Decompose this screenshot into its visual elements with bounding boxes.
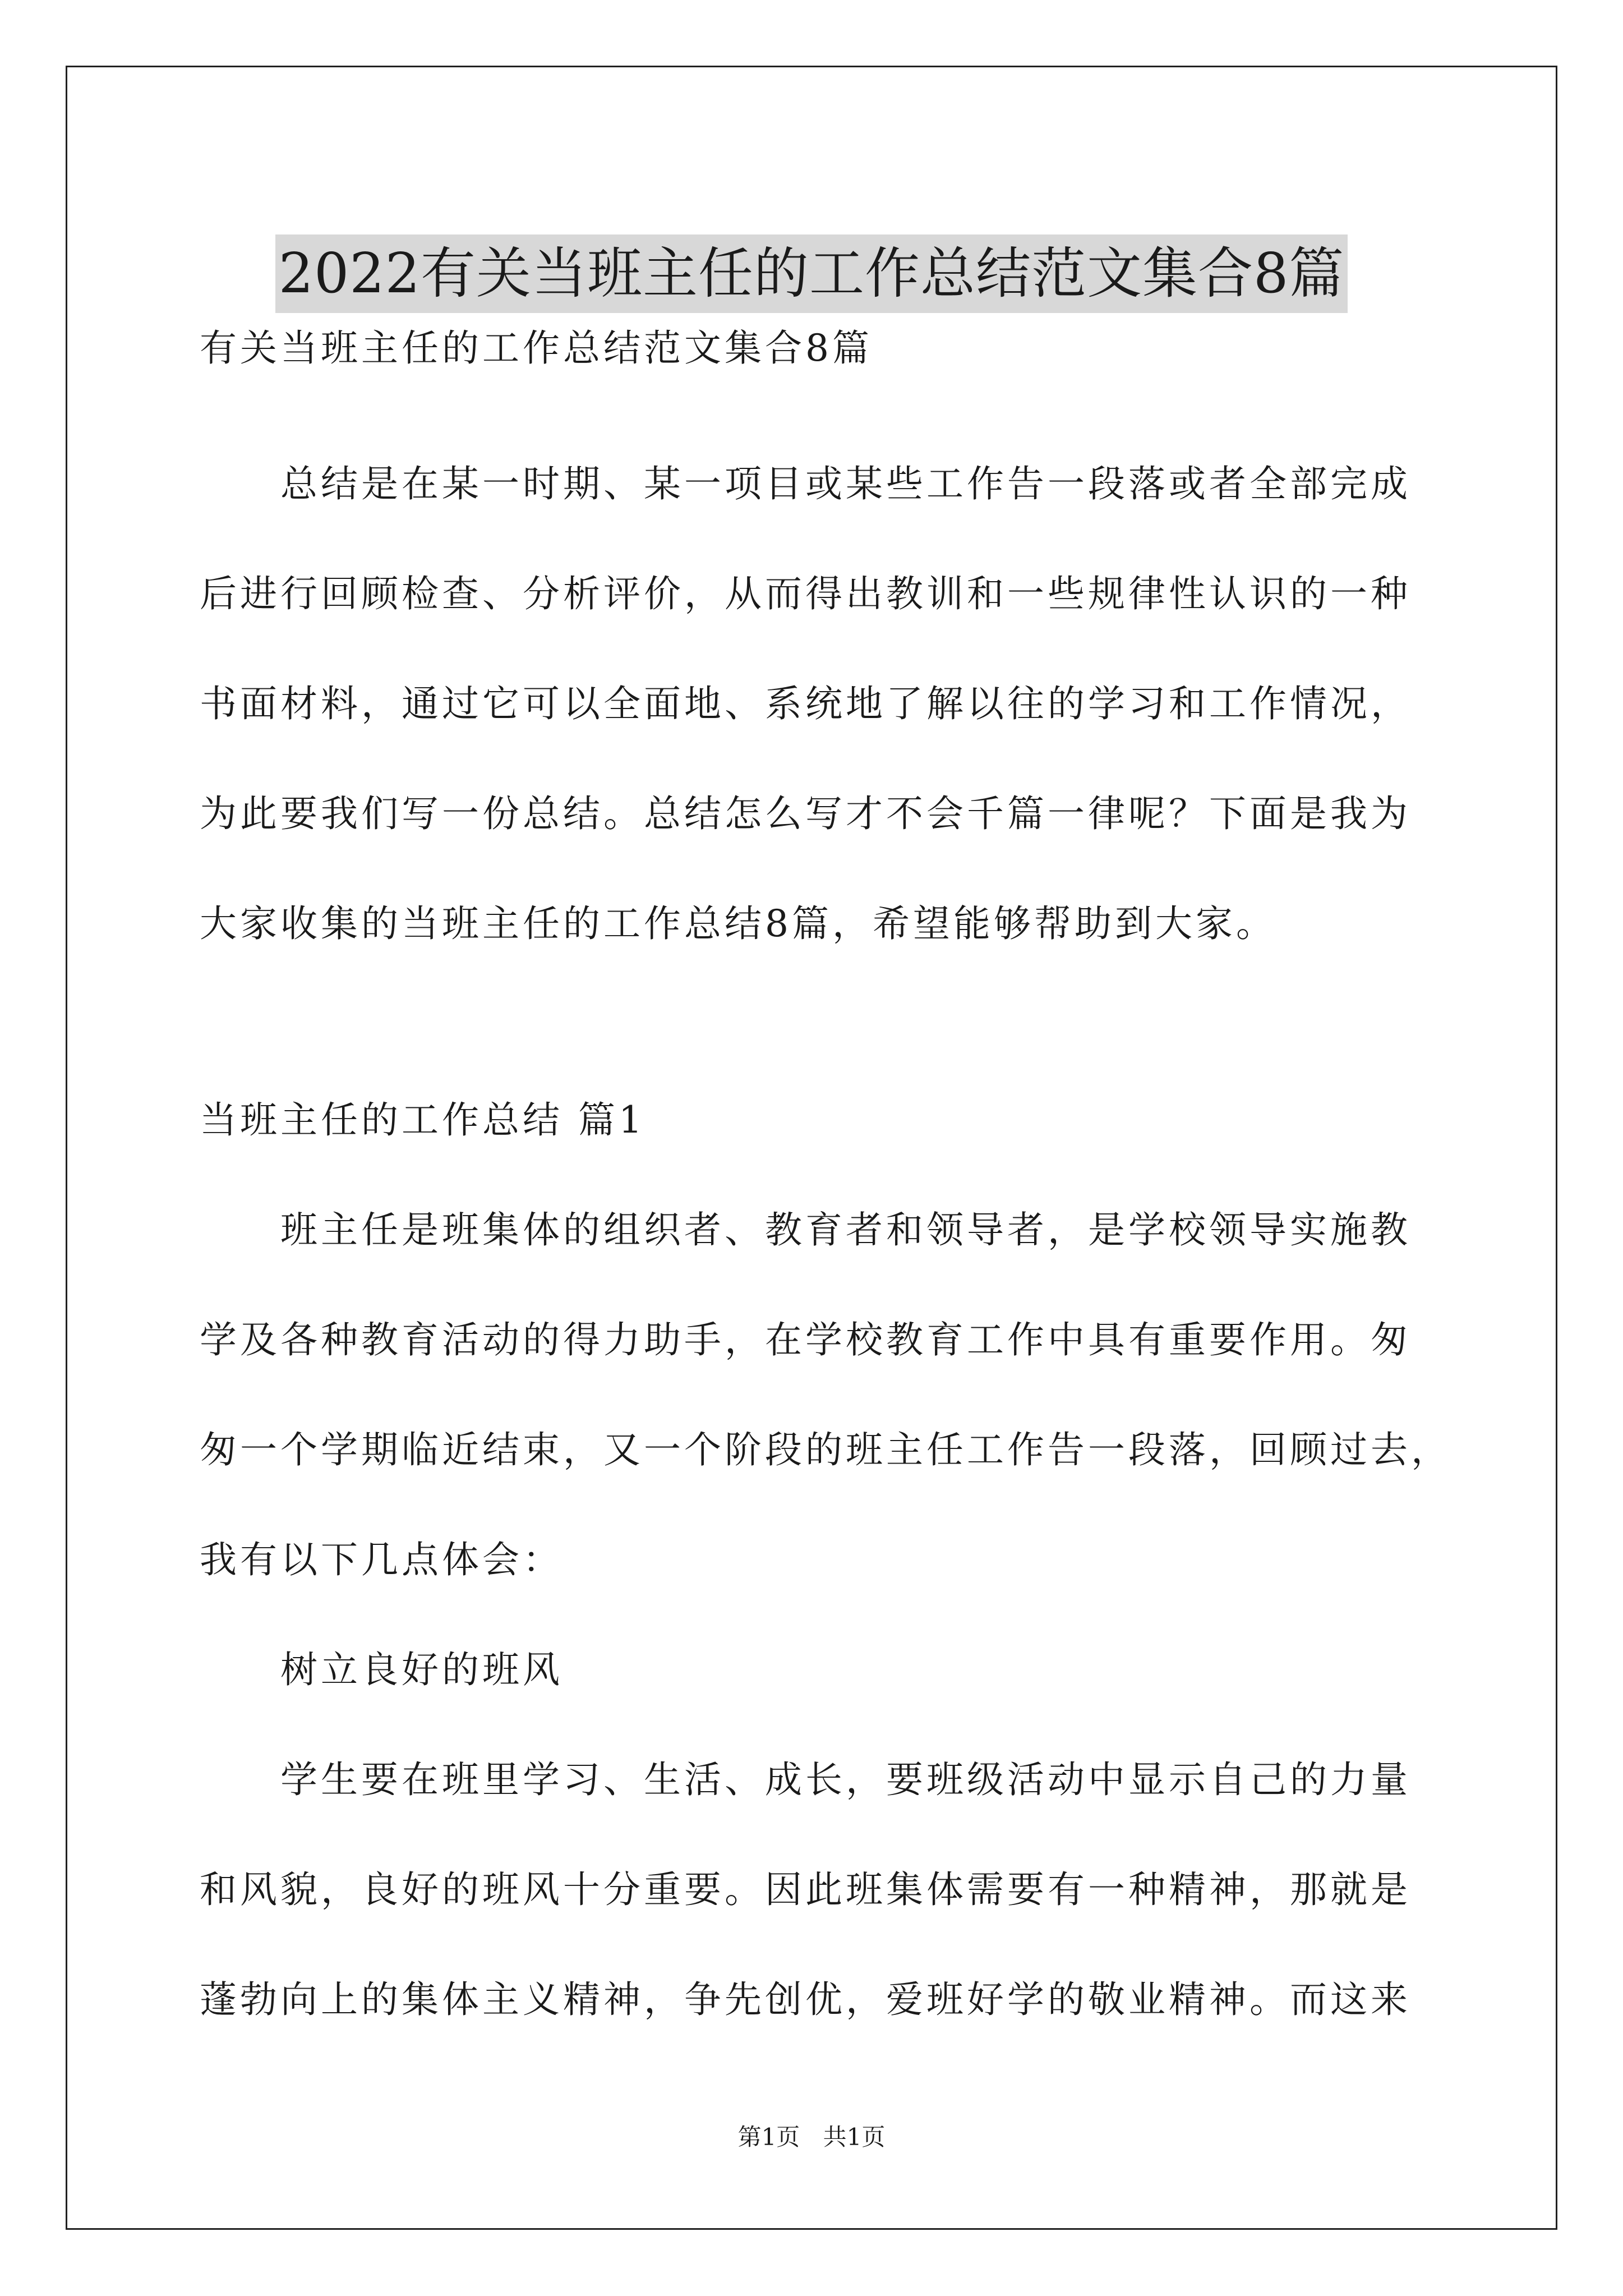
intro-line-4: 为此要我们写一份总结。总结怎么写才不会千篇一律呢？下面是我为 [200, 792, 1411, 835]
sub-heading: 树立良好的班风 [280, 1648, 563, 1691]
page-number: 第1页 [737, 2123, 800, 2151]
page-footer [0, 2120, 1623, 2154]
section-b-line-1: 学生要在班里学习、生活、成长，要班级活动中显示自己的力量 [280, 1758, 1411, 1801]
section-b-line-2: 和风貌，良好的班风十分重要。因此班集体需要有一种精神，那就是 [200, 1868, 1411, 1911]
section-line-4: 我有以下几点体会： [200, 1538, 563, 1581]
document-title: 2022有关当班主任的工作总结范文集合8篇 [275, 234, 1348, 313]
section-heading: 当班主任的工作总结 篇1 [200, 1098, 645, 1142]
intro-line-1: 总结是在某一时期、某一项目或某些工作告一段落或者全部完成 [280, 462, 1411, 505]
section-b-line-3: 蓬勃向上的集体主义精神，争先创优，爱班好学的敬业精神。而这来 [200, 1978, 1411, 2021]
intro-line-2: 后进行回顾检查、分析评价，从而得出教训和一些规律性认识的一种 [200, 572, 1411, 615]
section-line-3: 匆一个学期临近结束，又一个阶段的班主任工作告一段落，回顾过去， [200, 1428, 1451, 1471]
intro-line-3: 书面材料，通过它可以全面地、系统地了解以往的学习和工作情况， [200, 682, 1411, 725]
intro-line-5: 大家收集的当班主任的工作总结8篇，希望能够帮助到大家。 [200, 902, 1276, 945]
section-line-1: 班主任是班集体的组织者、教育者和领导者，是学校领导实施教 [280, 1208, 1411, 1251]
document-subtitle: 有关当班主任的工作总结范文集合8篇 [200, 326, 873, 370]
section-line-2: 学及各种教育活动的得力助手，在学校教育工作中具有重要作用。匆 [200, 1318, 1411, 1361]
page-total: 共1页 [823, 2123, 886, 2151]
